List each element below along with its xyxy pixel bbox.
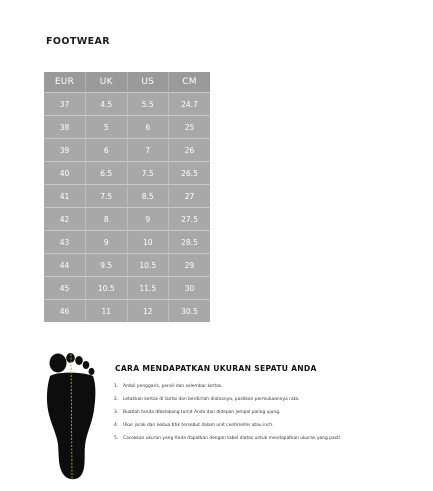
size-cell-us: 9 xyxy=(127,208,169,231)
step-number: 5. xyxy=(114,436,119,441)
size-cell-eur: 44 xyxy=(44,254,86,277)
size-cell-cm: 24.7 xyxy=(169,93,211,116)
step-number: 1. xyxy=(114,384,119,389)
size-cell-uk: 9.5 xyxy=(86,254,128,277)
size-cell-us: 10 xyxy=(127,231,169,254)
size-cell-eur: 39 xyxy=(44,139,86,162)
size-cell-us: 6 xyxy=(127,116,169,139)
size-cell-eur: 37 xyxy=(44,93,86,116)
size-cell-eur: 46 xyxy=(44,300,86,323)
foot-outline-icon xyxy=(44,352,100,482)
step-text: Cocokkan ukuran yang Anda dapatkan dengan tabel diatas untuk mendapatkan ukuran yang pasti. xyxy=(123,436,342,441)
table-row xyxy=(44,254,210,277)
toe-5 xyxy=(89,368,95,375)
guide-step xyxy=(114,436,341,449)
table-row xyxy=(44,231,210,254)
table-row xyxy=(44,277,210,300)
size-chart-table xyxy=(44,72,210,322)
steps-list xyxy=(114,384,341,449)
size-cell-us: 11.5 xyxy=(127,277,169,300)
table-row xyxy=(44,116,210,139)
table-row xyxy=(44,162,210,185)
size-cell-uk: 10.5 xyxy=(86,277,128,300)
size-cell-cm: 26.5 xyxy=(169,162,211,185)
header-eur: EUR xyxy=(44,72,86,93)
header-cm: CM xyxy=(169,72,211,93)
size-cell-eur: 40 xyxy=(44,162,86,185)
size-cell-uk: 11 xyxy=(86,300,128,323)
size-cell-us: 7.5 xyxy=(127,162,169,185)
size-cell-uk: 6 xyxy=(86,139,128,162)
step-text: Ambil penggaris, pensil dan selembar kertas. xyxy=(123,384,223,389)
guide-step xyxy=(114,397,341,410)
size-cell-us: 8.5 xyxy=(127,185,169,208)
size-cell-uk: 5 xyxy=(86,116,128,139)
size-cell-cm: 28.5 xyxy=(169,231,211,254)
toe-4 xyxy=(83,361,90,369)
size-cell-us: 10.5 xyxy=(127,254,169,277)
guide-step xyxy=(114,384,341,397)
table-row xyxy=(44,300,210,323)
step-number: 4. xyxy=(114,423,119,428)
size-cell-eur: 45 xyxy=(44,277,86,300)
guide-step xyxy=(114,410,341,423)
size-cell-cm: 30.5 xyxy=(169,300,211,323)
size-cell-eur: 43 xyxy=(44,231,86,254)
table-row xyxy=(44,93,210,116)
table-row xyxy=(44,208,210,231)
guide-step xyxy=(114,423,341,436)
toe-3 xyxy=(75,356,83,365)
step-text: Ukur jarak dari kedua titik tersebut dalam unit centimeter atau inch. xyxy=(123,423,274,428)
step-text: Letakkan kertas di lantai dan berdirilah diatasnya, pastikan permukaannya rata. xyxy=(123,397,300,402)
size-cell-cm: 25 xyxy=(169,116,211,139)
size-cell-us: 12 xyxy=(127,300,169,323)
table-body xyxy=(44,93,210,323)
size-cell-cm: 27 xyxy=(169,185,211,208)
step-text: Buatlah tanda dibelakang tumit Anda dan didepan jempol paling ujung. xyxy=(123,410,281,415)
size-cell-uk: 7.5 xyxy=(86,185,128,208)
table-header-row xyxy=(44,72,210,93)
header-uk: UK xyxy=(86,72,128,93)
toe-2 xyxy=(66,353,75,363)
size-cell-cm: 30 xyxy=(169,277,211,300)
size-cell-uk: 6.5 xyxy=(86,162,128,185)
size-cell-eur: 41 xyxy=(44,185,86,208)
big-toe xyxy=(50,354,67,373)
size-cell-eur: 42 xyxy=(44,208,86,231)
size-cell-us: 5.5 xyxy=(127,93,169,116)
step-number: 2. xyxy=(114,397,119,402)
size-cell-uk: 9 xyxy=(86,231,128,254)
table-row xyxy=(44,185,210,208)
size-cell-cm: 27.5 xyxy=(169,208,211,231)
table-row xyxy=(44,139,210,162)
size-cell-eur: 38 xyxy=(44,116,86,139)
step-number: 3. xyxy=(114,410,119,415)
header-us: US xyxy=(127,72,169,93)
size-cell-cm: 26 xyxy=(169,139,211,162)
size-cell-cm: 29 xyxy=(169,254,211,277)
section-title: FOOTWEAR xyxy=(46,36,110,47)
guide-title: CARA MENDAPATKAN UKURAN SEPATU ANDA xyxy=(115,364,317,373)
size-cell-uk: 8 xyxy=(86,208,128,231)
size-cell-us: 7 xyxy=(127,139,169,162)
size-cell-uk: 4.5 xyxy=(86,93,128,116)
